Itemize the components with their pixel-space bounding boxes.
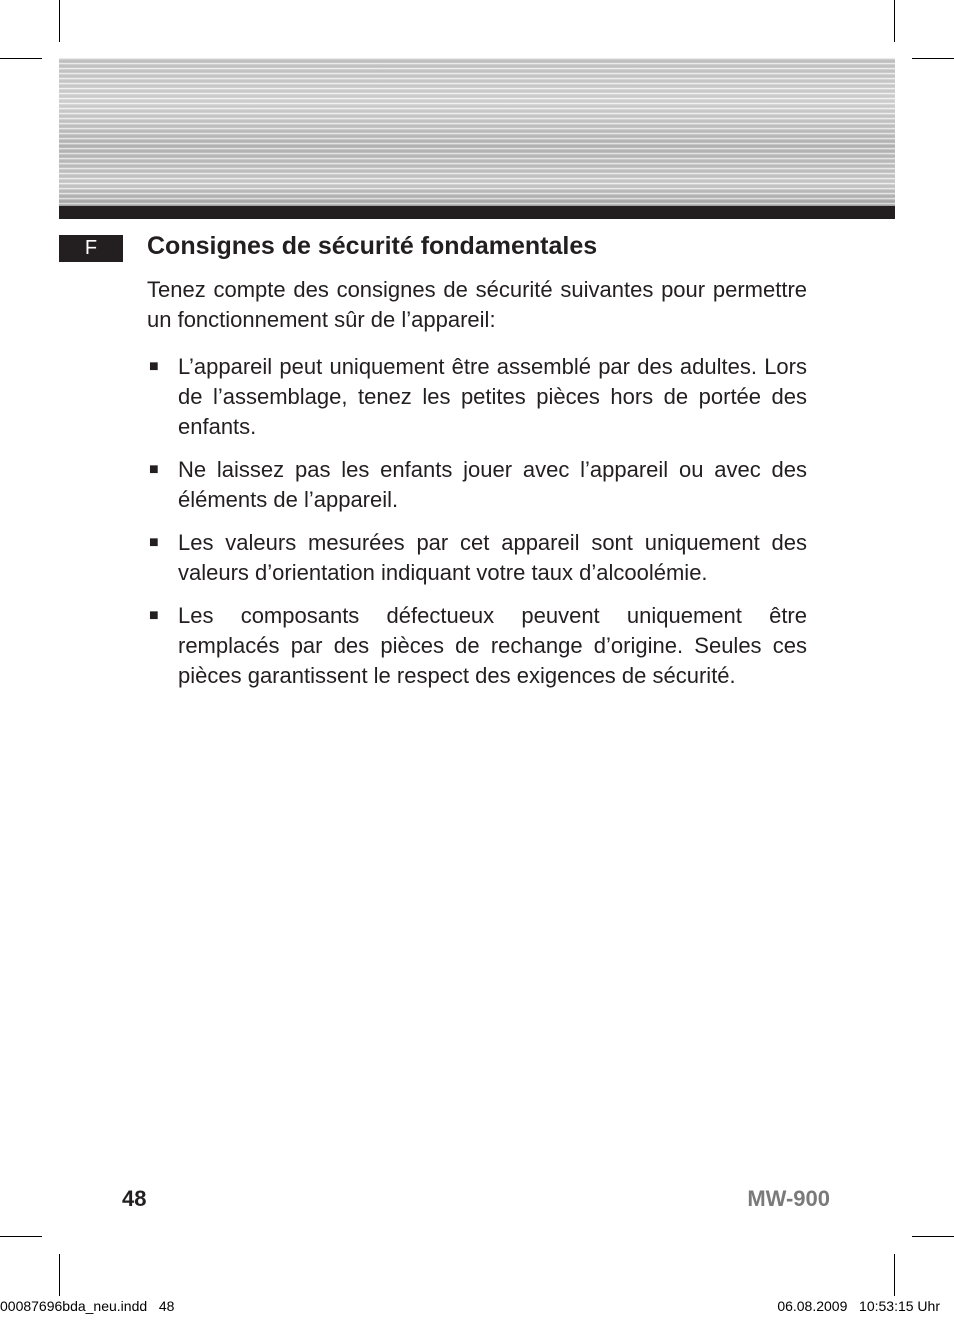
list-item xyxy=(147,455,807,515)
slug-filename: 00087696bda_neu.indd 48 xyxy=(0,1298,175,1314)
square-bullet-icon: ■ xyxy=(149,358,159,375)
crop-mark xyxy=(912,1236,954,1237)
crop-mark xyxy=(912,58,954,59)
square-bullet-icon: ■ xyxy=(149,607,159,624)
safety-list xyxy=(147,352,807,691)
crop-mark xyxy=(894,1254,895,1296)
crop-mark xyxy=(59,0,60,42)
list-item-text: Les valeurs mesurées par cet appareil sont uniquement des valeurs d’orientation indiquant votre taux d’alcoolémie. xyxy=(178,530,807,585)
language-tab: F xyxy=(59,235,123,262)
crop-mark xyxy=(0,58,42,59)
crop-mark xyxy=(59,1254,60,1296)
slug-datetime: 06.08.2009 10:53:15 Uhr xyxy=(777,1298,940,1314)
crop-mark xyxy=(894,0,895,42)
square-bullet-icon: ■ xyxy=(149,534,159,551)
list-item xyxy=(147,528,807,588)
square-bullet-icon: ■ xyxy=(149,461,159,478)
page-number: 48 xyxy=(122,1186,147,1211)
intro-paragraph: Tenez compte des consignes de sécurité suivantes pour permettre un fonctionnement sûr de l’appareil: xyxy=(147,277,807,332)
list-item xyxy=(147,352,807,442)
model-name: MW-900 xyxy=(747,1186,830,1211)
banner-bar xyxy=(59,206,895,219)
crop-mark xyxy=(0,1236,42,1237)
safety-content xyxy=(147,275,807,704)
section-heading: Consignes de sécurité fondamentales xyxy=(147,232,598,260)
brushed-metal-banner xyxy=(59,58,895,206)
list-item-text: Les composants défectueux peuvent uniquement être remplacés par des pièces de rechange d’origine. Seules ces pièces garantissent le respect des exigences de sécurité. xyxy=(178,603,807,688)
list-item-text: L’appareil peut uniquement être assemblé par des adultes. Lors de l’assemblage, tenez les petites pièces hors de portée des enfants. xyxy=(178,354,807,439)
list-item xyxy=(147,601,807,691)
list-item-text: Ne laissez pas les enfants jouer avec l’appareil ou avec des éléments de l’appareil. xyxy=(178,457,807,512)
